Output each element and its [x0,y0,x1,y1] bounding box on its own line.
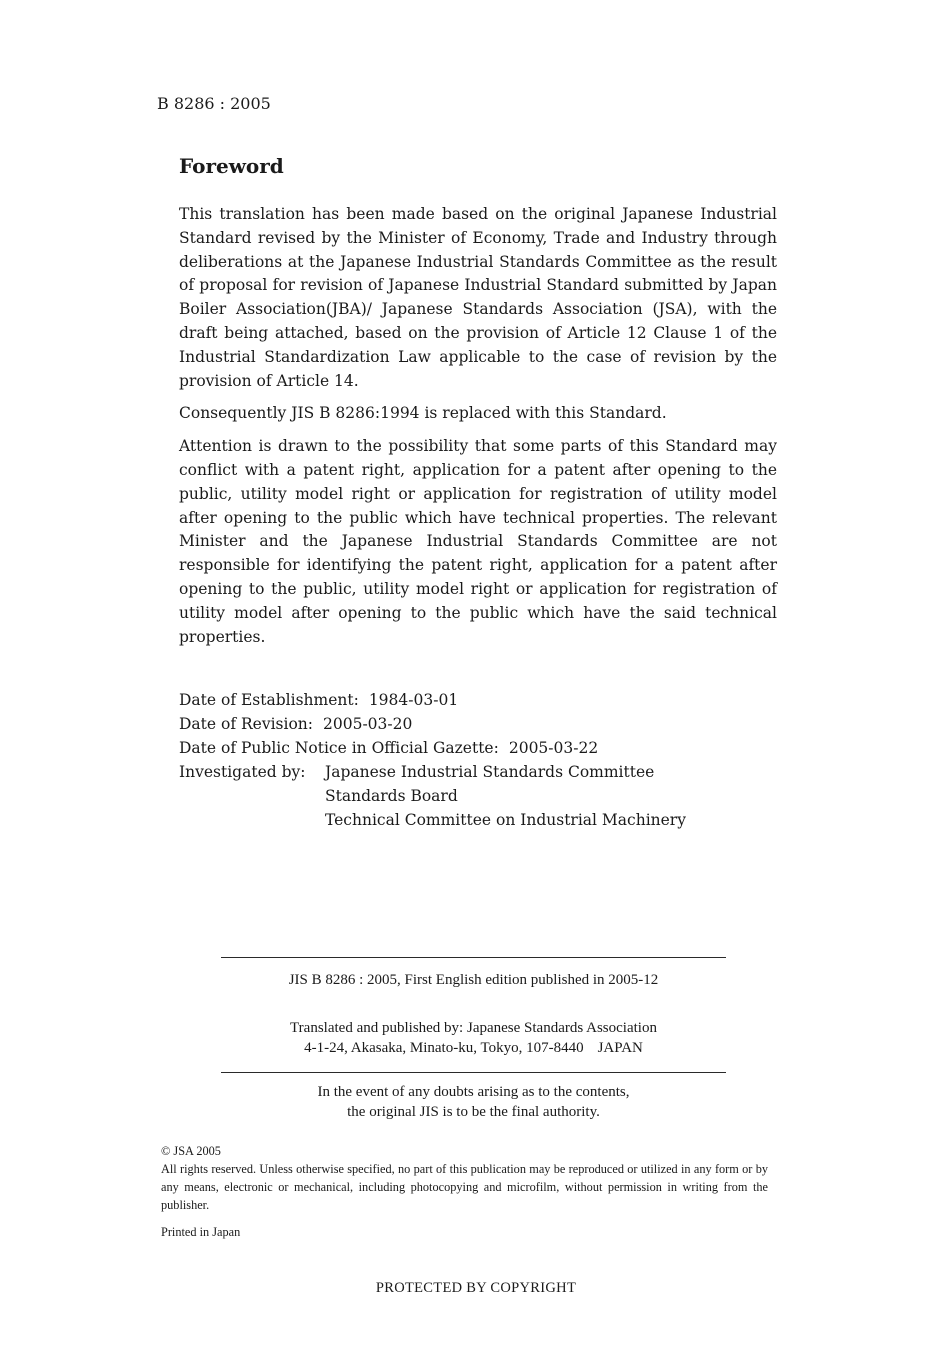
establishment-label: Date of Establishment: [179,691,359,709]
footer-protected: PROTECTED BY COPYRIGHT [375,1280,577,1296]
investigated-line-1: Japanese Industrial Standards Committee [325,763,655,781]
revision-label: Date of Revision: [179,715,313,733]
top-divider [221,957,726,958]
investigated-line-3: Technical Committee on Industrial Machinery [325,811,686,829]
printed-in: Printed in Japan [161,1225,241,1239]
establishment-value: 1984-03-01 [368,691,459,709]
translated-by-line: Translated and published by: Japanese Standards Association [290,1020,657,1036]
foreword-paragraph-3: Attention is drawn to the possibility that some parts of this Standard may conflict with a patent right, application for a patent after opening to the public, utility model right or application for registration of utility model after opening to the public which have technical properties. The relevant Minister and the Japanese Industrial Standards Committee are not responsible for identifying the patent right, application for a patent after opening to the public, utility model right or application for registration of utility model after opening to the public which have the said technical properties. [179,437,777,646]
foreword-title: Foreword [179,154,284,178]
foreword-paragraph-2: Consequently JIS B 8286:1994 is replaced with this Standard. [179,404,667,423]
revision-value: 2005-03-20 [323,715,413,733]
address-line [221,1038,726,1058]
country-text: JAPAN [597,1040,643,1056]
copyright-notice: © JSA 2005 [161,1144,221,1158]
investigated-bodies [325,760,686,832]
doubt-line-2: the original JIS is to be the final authority. [347,1104,600,1120]
standard-number: B 8286 : 2005 [157,94,271,113]
gazette-value: 2005-03-22 [508,739,599,757]
foreword-paragraph-1: This translation has been made based on the original Japanese Industrial Standard revised by the Minister of Economy, Trade and Industry through deliberations at the Japanese Industrial Standards Committee as the result of proposal for revision of Japanese Industrial Standard submitted by Japan Boiler Association(JBA)/ Japanese Standards Association (JSA), with the draft being attached, based on the provision of Article 12 Clause 1 of the Industrial Standardization Law applicable to the case of revision by the provision of Article 14. [179,205,777,390]
investigated-row [179,760,686,832]
investigated-label: Investigated by: [179,763,306,781]
doubt-line-1: In the event of any doubts arising as to the contents, [317,1084,630,1100]
gazette-label: Date of Public Notice in Official Gazette: [179,739,499,757]
rights-statement: All rights reserved. Unless otherwise specified, no part of this publication may be reproduced or utilized in any form or by any means, electronic or mechanical, including photocopying and microfilm, without permission in writing from the publisher. [161,1162,768,1212]
investigated-line-2: Standards Board [325,787,458,805]
revision-row [179,712,686,736]
copyright-block [161,1142,768,1241]
gazette-row [179,736,686,760]
edition-line: JIS B 8286 : 2005, First English edition published in 2005-12 [288,972,659,988]
bottom-divider [221,1072,726,1073]
publication-box [221,957,726,1122]
address-text: 4-1-24, Akasaka, Minato-ku, Tokyo, 107-8440 [304,1040,584,1056]
establishment-row [179,688,686,712]
dates-block [179,688,686,832]
foreword-body [179,203,777,658]
